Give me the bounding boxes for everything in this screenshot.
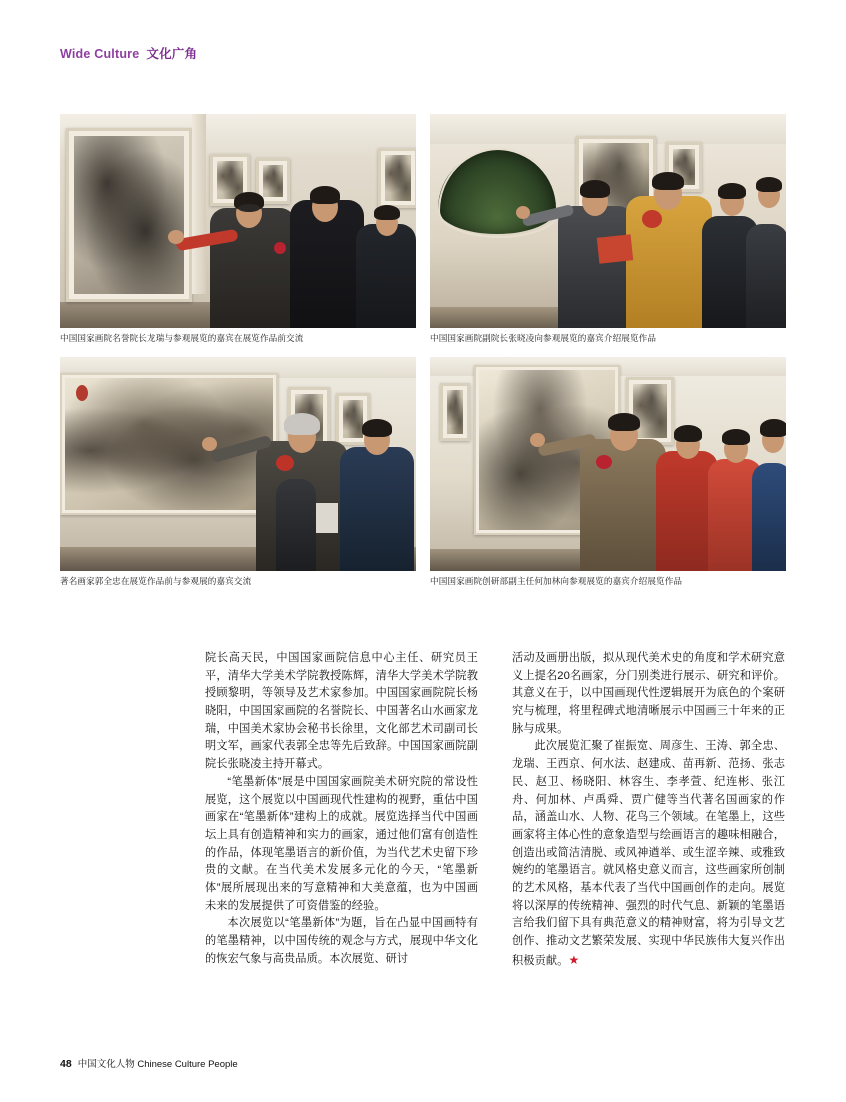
paragraph-left-2: “笔墨新体”展是中国国家画院美术研究院的常设性展览，这个展览以中国画现代性建构的视野，重估中国画家在“笔墨新体”建构上的成就。展览选择当代中国画坛上具有创造精神和实力的画家，通过他们富有创造性的作品，体现笔墨语言的新价值，为当代艺术史留下珍贵的文献。在当代美术发展多元化的今天，“笔墨新体”展所展现出来的写意精神和大美意蕴，也为中国画未来的发展提供了可资借鉴的经验。	[205, 775, 478, 912]
photo-caption-1: 中国国家画院名誉院长龙瑞与参观展览的嘉宾在展览作品前交流	[60, 333, 304, 343]
right-column	[512, 650, 785, 970]
page-number: 48	[60, 1058, 72, 1070]
photo-cell-2	[430, 114, 786, 345]
gallery-scene-2	[430, 114, 786, 328]
photo-4	[430, 357, 786, 571]
paragraph-left-1: 院长高天民，中国国家画院信息中心主任、研究员王平，清华大学美术学院教授陈辉，清华大学美术学院教授顾黎明，等领导及艺术家参加。中国国家画院院长杨晓阳，中国国家画院的名誉院长、中国著名山水画家龙瑞，中国美术家协会秘书长徐里，文化部艺术司副司长明文军，画家代表郭全忠等先后致辞。中国国家画院副院长张晓凌主持开幕式。	[205, 652, 478, 771]
photo-grid	[60, 114, 786, 587]
article-body	[205, 650, 786, 970]
photo-3	[60, 357, 416, 571]
gallery-scene-3	[60, 357, 416, 571]
gallery-scene-1	[60, 114, 416, 328]
photo-row-bottom	[60, 357, 786, 588]
left-column	[205, 650, 478, 970]
photo-caption-2: 中国国家画院副院长张晓凌向参观展览的嘉宾介绍展览作品	[430, 333, 657, 343]
photo-cell-3	[60, 357, 416, 588]
header-english-title: Wide Culture	[60, 47, 140, 61]
paragraph-left-3: 本次展览以“笔墨新体”为题，旨在凸显中国画特有的笔墨精神，以中国传统的观念与方式，展现中华文化的恢宏气象与高贵品质。本次展览、研讨	[205, 917, 478, 965]
header-chinese-title: 文化广角	[146, 47, 198, 61]
photo-caption-4: 中国国家画院创研部副主任何加林向参观展览的嘉宾介绍展览作品	[430, 575, 683, 586]
paragraph-right-2-text: 此次展览汇聚了崔振宽、周彦生、王涛、郭全忠、龙瑞、王西京、何水法、赵建成、苗再新、范扬、张志民、赵卫、杨晓阳、林容生、李孝萱、纪连彬、张江舟、何加林、卢禹舜、贾广健等当代著名国画家的作品，涵盖山水、人物、花鸟三个领域。在笔墨上，这些画家将主体心性的意象造型与绘画语言的趣味相融合，创造出或简洁清脱、或风神遒举、或生涩辛辣、或雅致婉约的笔墨语言。就风格史意义而言，这些画家所创制的艺术风格，基本代表了当代中国画创作的走向。展览将以深厚的传统精神、强烈的时代气息、新颖的笔墨语言给我们留下具有典范意义的精神财富，将为引导文艺创作、推动文艺繁荣发展、实现中华民族伟大复兴作出积极贡献。	[512, 740, 785, 967]
paragraph-right-1: 活动及画册出版，拟从现代美术史的角度和学术研究意义上提名20名画家，分门别类进行展示、研究和评价。其意义在于，以中国画现代性逻辑展开为底色的个案研究与梳理，将里程碑式地清晰展示中国画三十年来的正脉与成果。	[512, 652, 785, 735]
photo-caption-3: 著名画家郭全忠在展览作品前与参观展的嘉宾交流	[60, 575, 252, 586]
photo-row-top	[60, 114, 786, 345]
photo-1	[60, 114, 416, 328]
publication-name: 中国文化人物 Chinese Culture People	[77, 1059, 238, 1070]
page-header	[60, 44, 197, 62]
photo-cell-4	[430, 357, 786, 588]
page-footer	[60, 1056, 238, 1070]
photo-cell-1	[60, 114, 416, 345]
paragraph-right-2	[512, 738, 785, 970]
end-mark-icon: ★	[568, 952, 580, 967]
gallery-scene-4	[430, 357, 786, 571]
photo-2	[430, 114, 786, 328]
